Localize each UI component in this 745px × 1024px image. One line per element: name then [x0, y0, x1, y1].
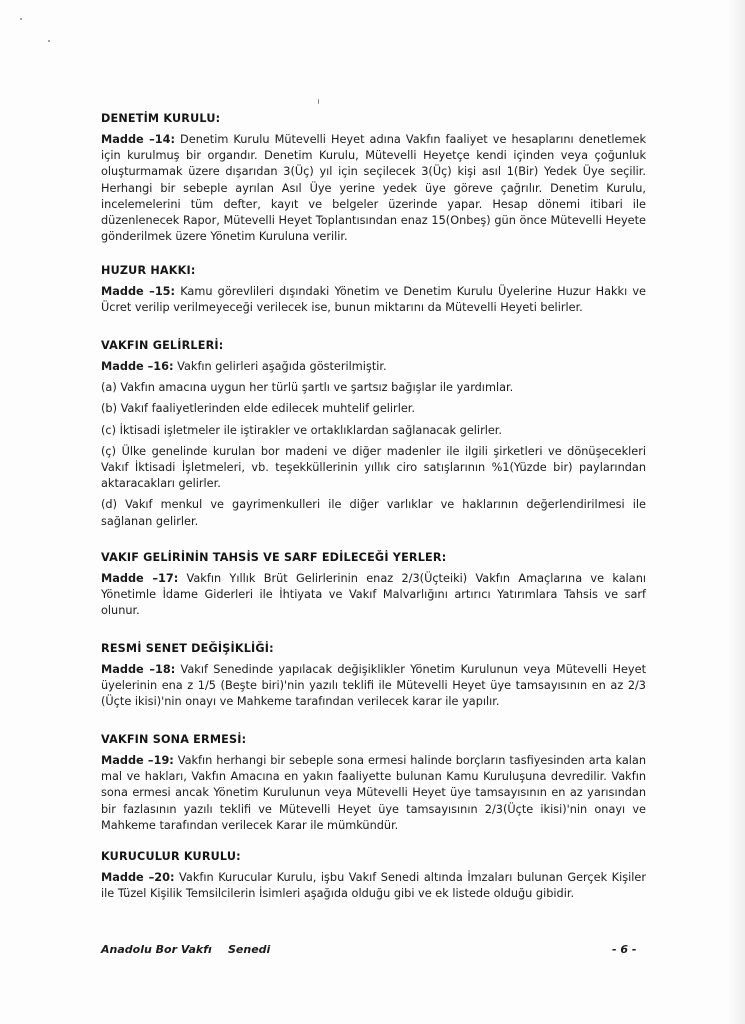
footer-doc-name: Senedi	[228, 943, 271, 956]
article-number: Madde –17:	[101, 572, 179, 585]
article-text: Vakfın gelirleri aşağıda gösterilmiştir.	[177, 360, 387, 373]
section-kurucular-kurulu	[101, 850, 646, 902]
section-heading: RESMİ SENET DEĞİŞİKLİĞİ:	[101, 642, 274, 655]
section-heading: VAKIF GELİRİNİN TAHSİS VE SARF EDİLECEĞİ YERLER:	[101, 551, 447, 564]
scan-speck	[20, 18, 22, 20]
section-resmi-senet	[101, 642, 646, 711]
section-heading: HUZUR HAKKI:	[101, 264, 196, 277]
article-paragraph	[101, 870, 646, 902]
section-gelir-tahsis	[101, 551, 646, 620]
list-item-c-cedilla: (ç) Ülke genelinde kurulan bor madeni ve diğer madenler ile ilgili şirketleri ve dönüşecekleri Vakıf İktisadi İşletmeleri, vb. teşekküllerinin yıllık ciro satışlarının %1(Yüzde bir) paylarından aktaracakları gelirler.	[101, 444, 646, 491]
scan-edge-shadow	[727, 0, 745, 1024]
article-number: Madde –18:	[101, 663, 176, 676]
article-paragraph	[101, 662, 646, 711]
article-number: Madde –20:	[101, 871, 175, 884]
list-item-c: (c) İktisadi işletmeler ile iştirakler ve ortaklıklardan sağlanacak gelirler.	[101, 423, 503, 437]
section-vakfin-gelirleri	[101, 339, 646, 530]
article-number: Madde –16:	[101, 360, 174, 373]
list-item-d: (d) Vakıf menkul ve gayrimenkulleri ile diğer varlıklar ve haklarının değerlendirilmesi ile sağlanan gelirler.	[101, 498, 646, 528]
section-heading: KURUCULUR KURULU:	[101, 850, 241, 863]
article-number: Madde –19:	[101, 754, 174, 767]
article-number: Madde –14:	[101, 133, 175, 146]
section-huzur-hakki	[101, 264, 646, 316]
list-item-a: (a) Vakfın amacına uygun her türlü şartlı ve şartsız bağışlar ile yardımlar.	[101, 381, 514, 395]
section-heading: VAKFIN SONA ERMESİ:	[101, 733, 247, 746]
section-sona-ermesi	[101, 733, 646, 834]
article-paragraph	[101, 132, 646, 245]
article-number: Madde –15:	[101, 285, 176, 298]
footer-org-name: Anadolu Bor Vakfı	[101, 943, 212, 956]
article-text: Vakıf Senedinde yapılacak değişiklikler Yönetim Kurulunun veya Mütevelli Heyet üyelerinin ena z 1/5 (Beşte biri)'nin yazılı teklifi ile Mütevelli Heyet üye tamsayısının en az 2/3 (Üçte ikisi)'nin onayı ve Mahkeme tarafından verilecek karar ile yapılır.	[101, 663, 647, 709]
article-paragraph	[101, 753, 646, 834]
scan-speck	[48, 40, 50, 42]
section-denetim-kurulu	[101, 112, 646, 245]
article-text: Vakfın Kurucular Kurulu, işbu Vakıf Senedi altında İmzaları bulunan Gerçek Kişiler ile Tüzel Kişilik Temsilcilerin İsimleri aşağıda olduğu gibi ve ek listede olduğu gibidir.	[101, 871, 646, 901]
article-text: Kamu görevlileri dışındaki Yönetim ve Denetim Kurulu Üyelerine Huzur Hakkı ve Ücret verilip verilmeyeceği verilecek ise, bunun miktarını da Mütevelli Heyeti belirler.	[101, 285, 647, 315]
list-item-b: (b) Vakıf faaliyetlerinden elde edilecek muhtelif gelirler.	[101, 402, 415, 416]
article-text: Denetim Kurulu Mütevelli Heyet adına Vakfın faaliyet ve hesaplarını denetlemek için kurulmuş bir organdır. Denetim Kurulu, Mütevelli Heyetçe kendi içinden veya çoğunluk oluşturmamak üzere dışarıdan 3(Üç) yıl için seçilecek 3(Üç) kişi asıl 1(Bir) Yedek Üye seçilir. Herhangi bir sebeple ayrılan Asıl Üye yerine yedek üye göreve çağrılır. Denetim Kurulu, incelemelerini tüm defter, kayıt ve belgeler üzerinde yapar. Hesap dönemi itibari ile düzenlenecek Rapor, Mütevelli Heyet Toplantısından enaz 15(Onbeş) gün önce Mütevelli Heyete gönderilmek üzere Yönetim Kuruluna verilir.	[101, 133, 646, 244]
article-paragraph	[101, 571, 646, 620]
scan-speck	[318, 99, 319, 104]
article-paragraph	[101, 359, 646, 375]
section-heading: VAKFIN GELİRLERİ:	[101, 339, 224, 352]
article-paragraph	[101, 284, 646, 316]
section-heading: DENETİM KURULU:	[101, 112, 221, 125]
footer-page-number: - 6 -	[612, 943, 637, 956]
article-text: Vakfın Yıllık Brüt Gelirlerinin enaz 2/3(Üçteiki) Vakfın Amaçlarına ve kalanı Yönetimle İdame Giderleri ile İhtiyata ve Vakıf Malvarlığını artırıcı Yatırımlara Tahsis ve sarf olunur.	[101, 572, 646, 618]
article-text: Vakfın herhangi bir sebeple sona ermesi halinde borçların tasfiyesinden arta kalan mal ve hakları, Vakfın Amacına en yakın faaliyette bulunan Kamu Kuruluşuna devredilir. Vakfın sona ermesi ancak Yönetim Kurulunun veya Mütevelli Heyet üye tamsayısının en az yarısından bir fazlasının yazılı teklifi ve Mütevelli Heyet üye tamsayısının 2/3(Üçte ikisi)'nin onayı ve Mahkeme tarafından verilecek Karar ile mümkündür.	[101, 754, 646, 832]
